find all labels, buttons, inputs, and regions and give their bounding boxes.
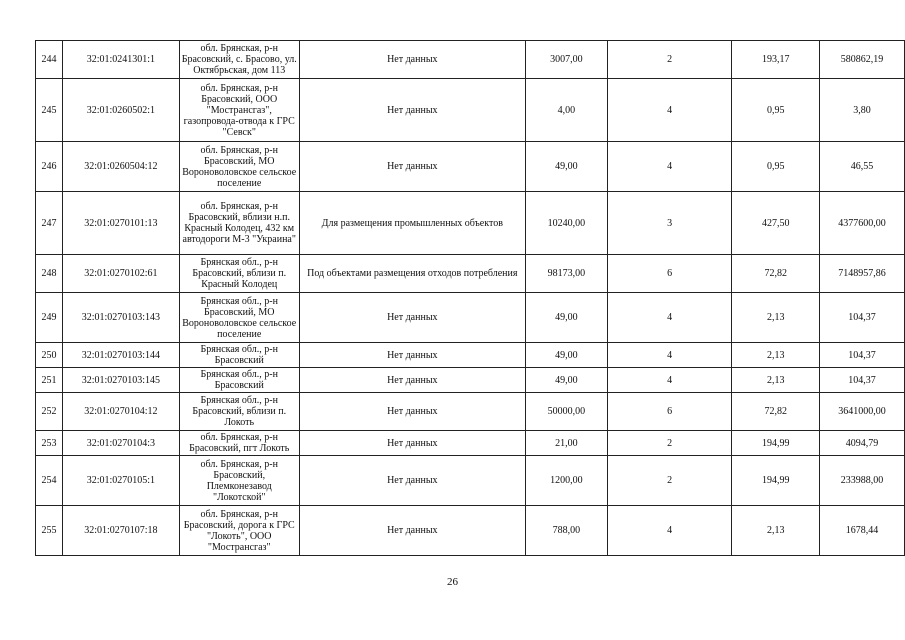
cell-address: обл. Брянская, р-н Брасовский, пгт Локоть xyxy=(179,431,299,456)
table-row xyxy=(36,343,905,368)
cell-purpose: Нет данных xyxy=(299,431,525,456)
cell-num: 252 xyxy=(36,393,63,431)
table-row xyxy=(36,506,905,556)
cell-purpose: Нет данных xyxy=(299,506,525,556)
cell-num: 247 xyxy=(36,192,63,255)
table-row xyxy=(36,456,905,506)
cell-area: 4,00 xyxy=(525,79,607,142)
cell-group: 4 xyxy=(607,142,732,192)
table-row xyxy=(36,41,905,79)
cell-address: Брянская обл., р-н Брасовский xyxy=(179,343,299,368)
cell-purpose: Нет данных xyxy=(299,293,525,343)
table-row xyxy=(36,142,905,192)
cell-address: Брянская обл., р-н Брасовский xyxy=(179,368,299,393)
cell-address: обл. Брянская, р-н Брасовский, МО Вороноволовское сельское поселение xyxy=(179,142,299,192)
cell-area: 1200,00 xyxy=(525,456,607,506)
cell-rate: 2,13 xyxy=(732,343,820,368)
cadastral-value-table xyxy=(35,40,905,556)
cell-num: 253 xyxy=(36,431,63,456)
table-row xyxy=(36,255,905,293)
cell-cadastral: 32:01:0270104:3 xyxy=(62,431,179,456)
cell-cadastral: 32:01:0270102:61 xyxy=(62,255,179,293)
cell-address: Брянская обл., р-н Брасовский, вблизи п. Красный Колодец xyxy=(179,255,299,293)
cell-rate: 194,99 xyxy=(732,456,820,506)
cell-address: Брянская обл., р-н Брасовский, МО Вороноволовское сельское поселение xyxy=(179,293,299,343)
cell-num: 245 xyxy=(36,79,63,142)
cell-value: 3,80 xyxy=(820,79,905,142)
cell-rate: 2,13 xyxy=(732,293,820,343)
cell-value: 1678,44 xyxy=(820,506,905,556)
cell-rate: 0,95 xyxy=(732,79,820,142)
cell-rate: 72,82 xyxy=(732,255,820,293)
cell-cadastral: 32:01:0270107:18 xyxy=(62,506,179,556)
cell-purpose: Нет данных xyxy=(299,368,525,393)
cell-num: 250 xyxy=(36,343,63,368)
cell-num: 244 xyxy=(36,41,63,79)
cell-area: 49,00 xyxy=(525,142,607,192)
cell-address: обл. Брянская, р-н Брасовский, дорога к ГРС "Локоть", ООО "Мострансгаз" xyxy=(179,506,299,556)
cell-area: 10240,00 xyxy=(525,192,607,255)
table-row xyxy=(36,293,905,343)
table-row xyxy=(36,192,905,255)
cell-num: 251 xyxy=(36,368,63,393)
cell-rate: 72,82 xyxy=(732,393,820,431)
cell-address: обл. Брянская, р-н Брасовский, ООО "Мострансгаз", газопровода-отвода к ГРС "Севск" xyxy=(179,79,299,142)
cell-group: 2 xyxy=(607,456,732,506)
cell-area: 50000,00 xyxy=(525,393,607,431)
cell-rate: 0,95 xyxy=(732,142,820,192)
cell-rate: 2,13 xyxy=(732,506,820,556)
cell-group: 6 xyxy=(607,255,732,293)
table-row xyxy=(36,431,905,456)
cell-value: 4377600,00 xyxy=(820,192,905,255)
cell-group: 2 xyxy=(607,41,732,79)
cell-purpose: Нет данных xyxy=(299,393,525,431)
cell-area: 3007,00 xyxy=(525,41,607,79)
cell-rate: 193,17 xyxy=(732,41,820,79)
page-number: 26 xyxy=(447,576,458,588)
cell-address: Брянская обл., р-н Брасовский, вблизи п. Локоть xyxy=(179,393,299,431)
cell-rate: 194,99 xyxy=(732,431,820,456)
table-body xyxy=(36,41,905,556)
cell-area: 21,00 xyxy=(525,431,607,456)
cell-num: 246 xyxy=(36,142,63,192)
cell-cadastral: 32:01:0270103:144 xyxy=(62,343,179,368)
cell-purpose: Нет данных xyxy=(299,79,525,142)
cell-cadastral: 32:01:0270103:145 xyxy=(62,368,179,393)
cell-value: 233988,00 xyxy=(820,456,905,506)
cell-group: 4 xyxy=(607,343,732,368)
cell-value: 3641000,00 xyxy=(820,393,905,431)
cell-group: 4 xyxy=(607,79,732,142)
cell-rate: 2,13 xyxy=(732,368,820,393)
table-row xyxy=(36,79,905,142)
cell-num: 248 xyxy=(36,255,63,293)
cell-group: 4 xyxy=(607,293,732,343)
cell-num: 255 xyxy=(36,506,63,556)
cell-value: 104,37 xyxy=(820,293,905,343)
cell-area: 98173,00 xyxy=(525,255,607,293)
cell-address: обл. Брянская, р-н Брасовский, вблизи н.п. Красный Колодец, 432 км автодороги М-3 "Украина" xyxy=(179,192,299,255)
cell-value: 46,55 xyxy=(820,142,905,192)
cell-purpose: Нет данных xyxy=(299,456,525,506)
cell-cadastral: 32:01:0270101:13 xyxy=(62,192,179,255)
cell-cadastral: 32:01:0260502:1 xyxy=(62,79,179,142)
cell-purpose: Нет данных xyxy=(299,343,525,368)
cell-group: 6 xyxy=(607,393,732,431)
cell-group: 4 xyxy=(607,368,732,393)
cell-purpose: Нет данных xyxy=(299,142,525,192)
cell-cadastral: 32:01:0270104:12 xyxy=(62,393,179,431)
cell-num: 249 xyxy=(36,293,63,343)
cell-purpose: Под объектами размещения отходов потребления xyxy=(299,255,525,293)
cell-cadastral: 32:01:0270105:1 xyxy=(62,456,179,506)
cell-address: обл. Брянская, р-н Брасовский, с. Брасово, ул. Октябрьская, дом 113 xyxy=(179,41,299,79)
cell-area: 49,00 xyxy=(525,368,607,393)
cell-purpose: Для размещения промышленных объектов xyxy=(299,192,525,255)
cell-area: 49,00 xyxy=(525,343,607,368)
cell-value: 104,37 xyxy=(820,343,905,368)
cell-area: 788,00 xyxy=(525,506,607,556)
cell-purpose: Нет данных xyxy=(299,41,525,79)
cell-value: 104,37 xyxy=(820,368,905,393)
cell-address: обл. Брянская, р-н Брасовский, Племконезавод "Локотской" xyxy=(179,456,299,506)
cell-group: 4 xyxy=(607,506,732,556)
cell-cadastral: 32:01:0260504:12 xyxy=(62,142,179,192)
cell-rate: 427,50 xyxy=(732,192,820,255)
cell-value: 580862,19 xyxy=(820,41,905,79)
cell-cadastral: 32:01:0270103:143 xyxy=(62,293,179,343)
cell-area: 49,00 xyxy=(525,293,607,343)
cell-group: 3 xyxy=(607,192,732,255)
cell-cadastral: 32:01:0241301:1 xyxy=(62,41,179,79)
cell-value: 7148957,86 xyxy=(820,255,905,293)
table-row xyxy=(36,393,905,431)
cell-num: 254 xyxy=(36,456,63,506)
cell-value: 4094,79 xyxy=(820,431,905,456)
cell-group: 2 xyxy=(607,431,732,456)
table-row xyxy=(36,368,905,393)
